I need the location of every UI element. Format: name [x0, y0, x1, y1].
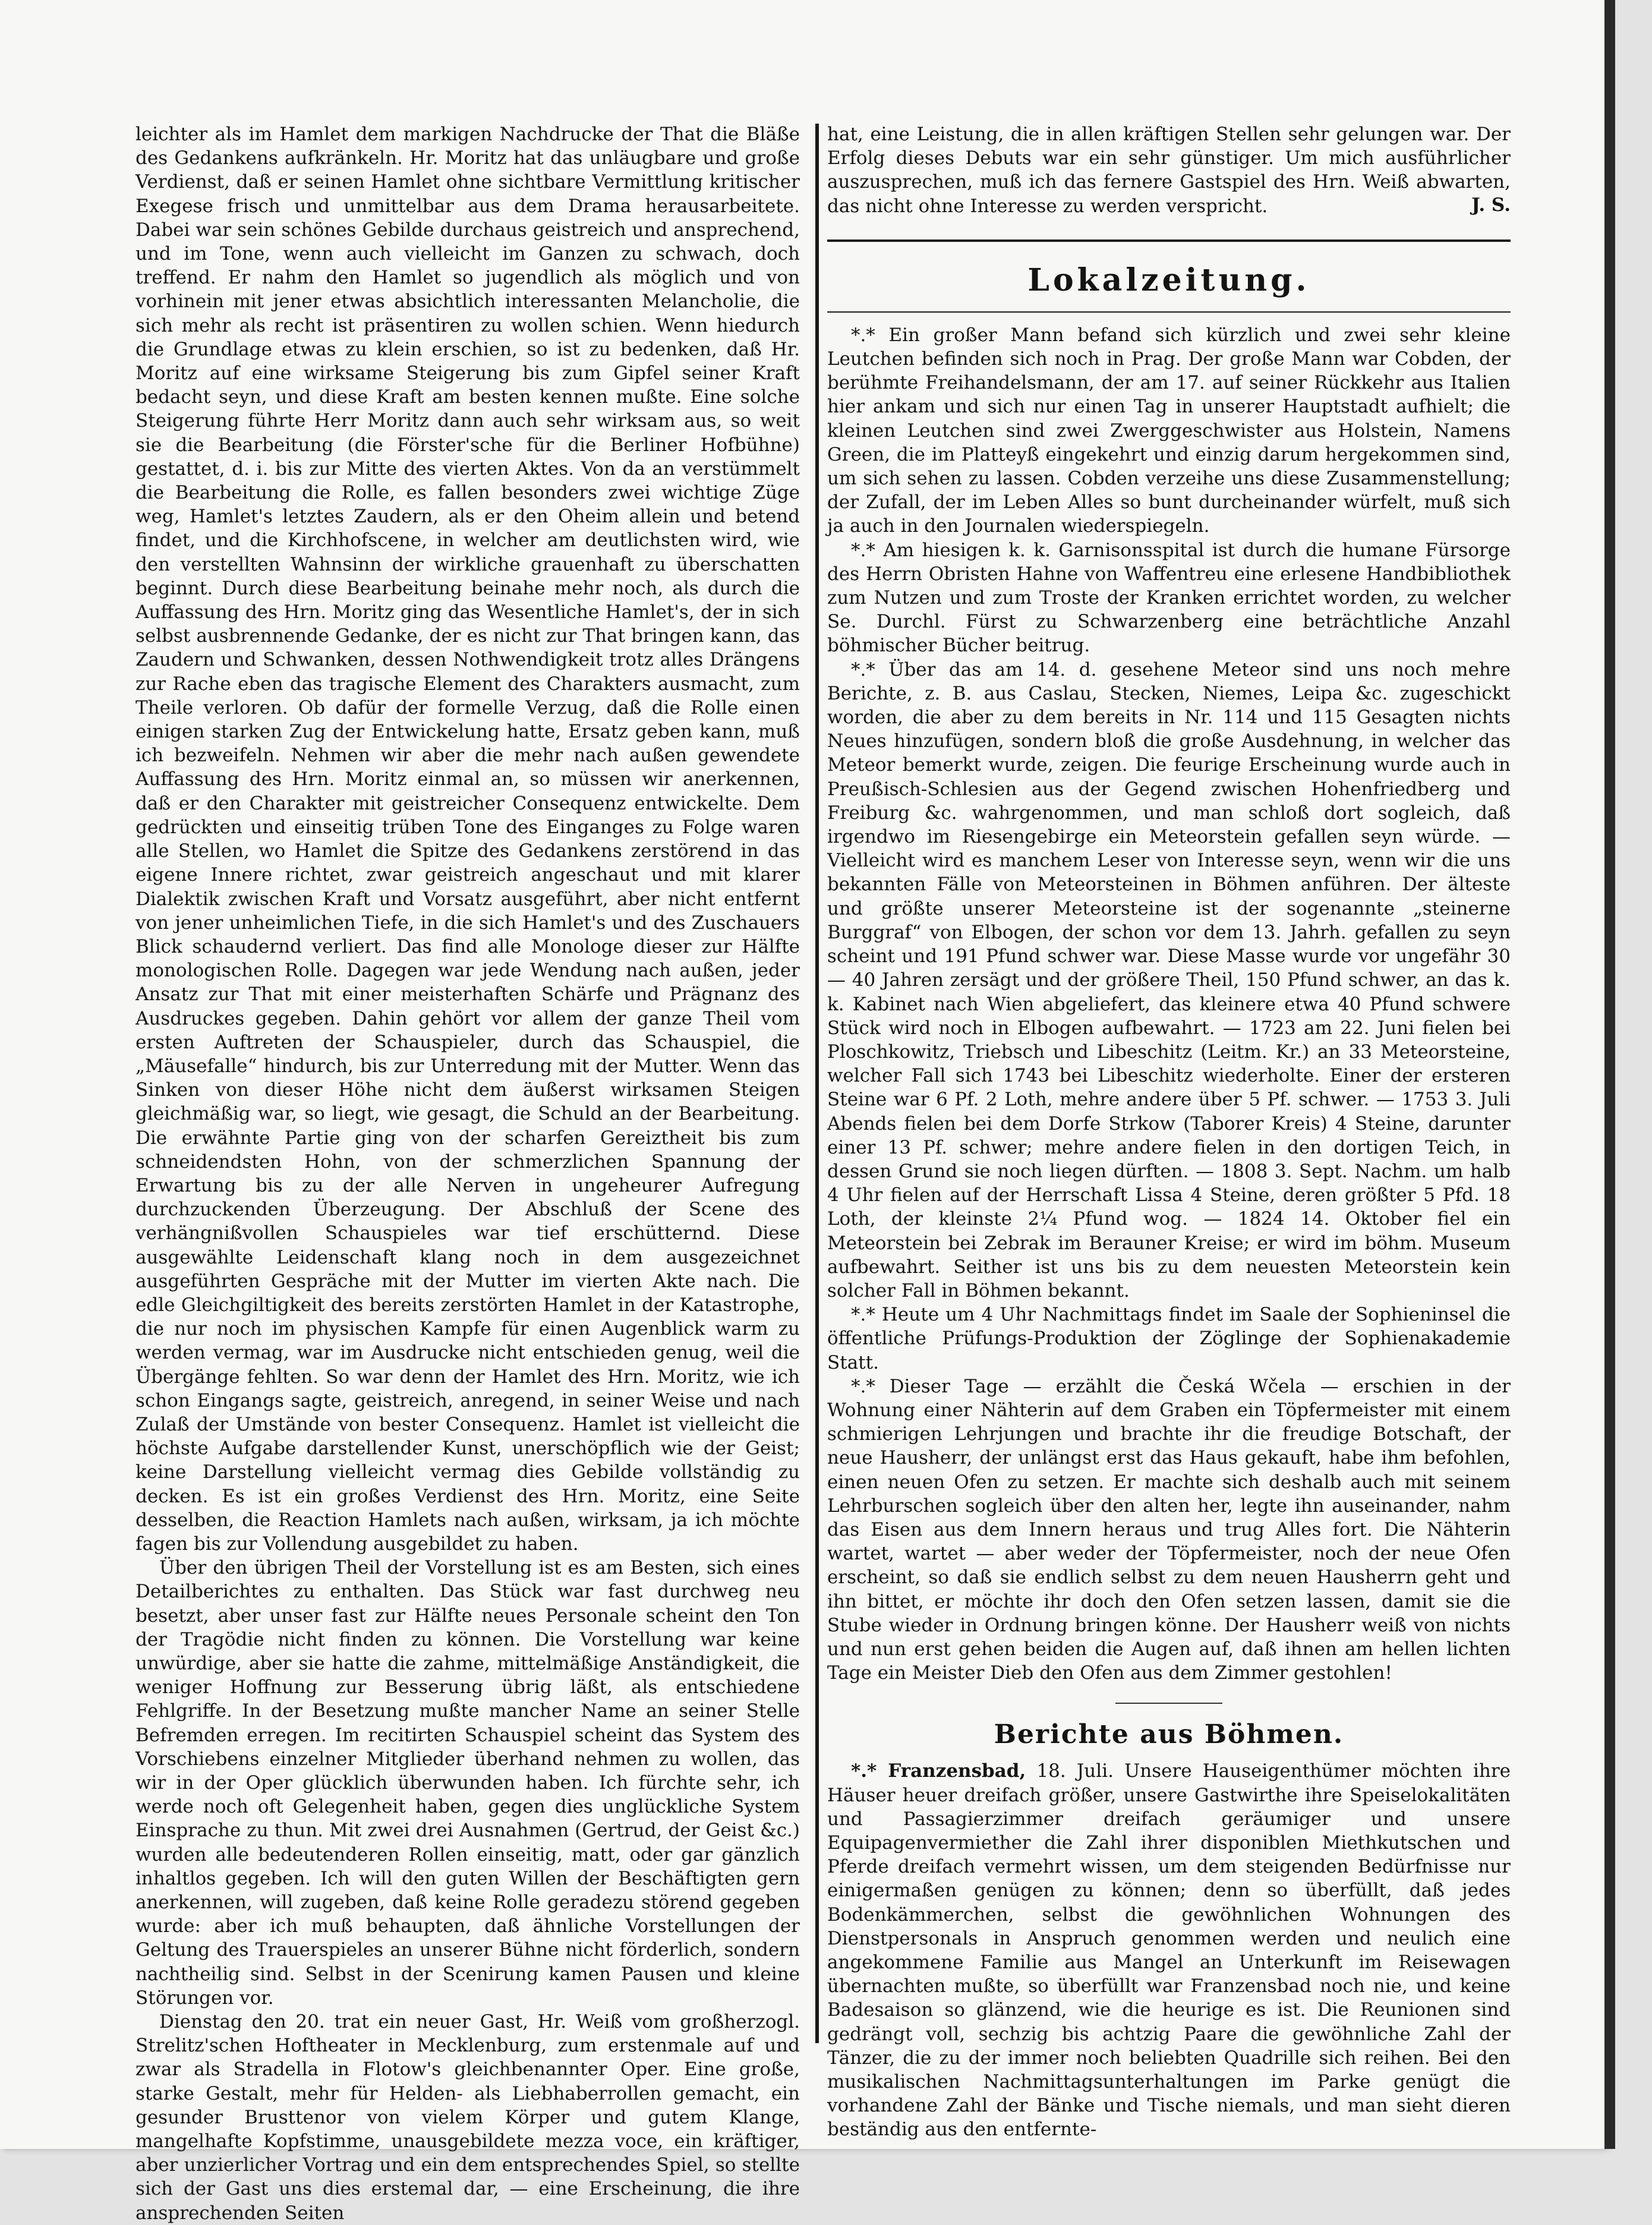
- news-item-stolen-stove: *.* Dieser Tage — erzählt die Česká Wčela — erschien in der Wohnung einer Nähterin auf dem Graben ein Töpfermeister mit einem schmierigen Lehrjungen und brachte ihr die freudige Botschaft, der neue Hausherr, der unlängst erst das Haus gekauft, habe ihm befohlen, einen neuen Ofen zu setzen. Er machte sich deshalb auch mit seinem Lehrburschen sogleich über den alten her, legte ihn auseinander, nahm das Eisen aus dem Innern heraus und trug Alles fort. Die Nähterin wartet, wartet — aber weder der Töpfermeister, noch der neue Ofen erscheint, so daß sie endlich selbst zu dem neuen Hausherrn geht und ihn bittet, er möchte ihr doch den Ofen setzen lassen, damit sie die Stube wieder in Ordnung bringen könne. Der Hausherr weiß von nichts und nun erst gehen beiden die Augen auf, daß ihnen am hellen lichten Tage ein Meister Dieb den Ofen aus dem Zimmer gestohlen!: [827, 1375, 1511, 1684]
- news-item-sophie-academy: *.* Heute um 4 Uhr Nachmittags findet im Saale der Sophieninsel die öffentliche Prüfungs-Produktion der Zöglinge der Sophienakademie Statt.: [827, 1304, 1511, 1373]
- report-text: 18. Juli. Unsere Hauseigenthümer möchten ihre Häuser heuer dreifach größer, unsere Gastwirthe ihre Speiselokalitäten und Passagierzimmer dreifach geräumiger und unsere Equipagenvermiether die Zahl ihrer disponiblen Miethkutschen und Pferde dreifach vermehrt wissen, um dem steigenden Bedürfnisse nur einigermaßen genügen zu können; denn so überfüllt, daß jedes Bodenkämmerchen, selbst die gewöhnlichen Wohnungen des Dienstpersonals in Anspruch genommen werden und neulich eine angekommene Familie aus Mangel an Unterkunft im Reisewagen übernachten mußte, so überfüllt war Franzensbad noch nie, und keine Badesaison so glänzend, wie die heurige es ist. Die Reunionen sind gedrängt voll, sechzig bis achtzig Paare die gewöhnliche Zahl der Tänzer, die zu der immer noch beliebten Quadrille sich reihen. Bei den musikalischen Nachmittagsunterhaltungen im Parke genügt die vorhandene Zahl der Bänke und Tische niemals, und man sieht dieren beständig aus den entfernte-: [827, 1760, 1511, 2141]
- article-paragraph-continuation: hat, eine Leistung, die in allen kräftigen Stellen sehr gelungen war. Der Erfolg dieses Debuts war ein sehr günstiger. Um mich ausführlicher auszusprechen, muß ich das fernere Gastspiel des Hrn. Weiß abwarten, das nicht ohne Interesse zu werden verspricht.: [827, 124, 1511, 217]
- news-item-cobden: *.* Ein großer Mann befand sich kürzlich und zwei sehr kleine Leutchen befinden sich noch in Prag. Der große Mann war Cobden, der berühmte Freihandelsmann, der am 17. auf seiner Rückkehr aus Italien hier ankam und sich nur einen Tag in unserer Hauptstadt aufhielt; die kleinen Leutchen sind zwei Zwerggeschwister aus Holstein, Namens Green, die im Platteyß eingekehrt und einzig darum hergekommen sind, um sich sehen zu lassen. Cobden verzeihe uns diese Zusammenstellung; der Zufall, der im Leben Alles so bunt durcheinander würfelt, muß sich ja auch in den Journalen wiederspiegeln.: [827, 324, 1511, 537]
- column-divider: [815, 124, 819, 2043]
- report-paragraph-franzensbad: [827, 1759, 1511, 2141]
- author-signature: J. S.: [1471, 194, 1511, 216]
- section-rule-top: [827, 239, 1511, 242]
- news-item-garrison-library: *.* Am hiesigen k. k. Garnisonsspital ist durch die humane Fürsorge des Herrn Obristen Hahne von Waffentreu eine erlesene Handbibliothek zum Nutzen und zum Troste der Kranken errichtet worden, zu welcher Se. Durchl. Fürst zu Schwarzenberg eine beträchtliche Anzahl böhmischer Bücher beitrug.: [827, 539, 1511, 657]
- section-title-lokalzeitung: Lokalzeitung.: [1027, 261, 1310, 298]
- article-paragraph-performance: Über den übrigen Theil der Vorstellung ist es am Besten, sich eines Detailberichtes zu enthalten. Das Stück war fast durchweg neu besetzt, aber unser fast zur Hälfte neues Personale scheint den Ton der Tragödie nicht finden zu können. Die Vorstellung war keine unwürdige, aber sie hatte die zahme, mittelmäßige Anständigkeit, die weniger Hoffnung zur Besserung übrig läßt, als entschiedene Fehlgriffe. In der Besetzung mußte mancher Name an seiner Stelle Befremden erregen. Im recitirten Schauspiel scheint das System des Vorschiebens einzelner Mitglieder überhand nehmen zu wollen, das wir in der Oper glücklich überwunden haben. Ich fürchte sehr, ich werde noch oft Gelegenheit haben, gegen dies unglückliche System Einsprache zu thun. Mit zwei drei Ausnahmen (Gertrud, der Geist &c.) wurden alle bedeutenderen Rollen einseitig, matt, oder gar gänzlich inhaltlos gegeben. Ich will den guten Willen der Beschäftigten gern anerkennen, will zugeben, daß keine Rolle geradezu störend gegeben wurde: aber ich muß behaupten, daß ähnliche Vorstellungen der Geltung des Trauerspieles an unserer Bühne nicht förderlich, sondern nachtheilig sind. Selbst in der Scenirung kamen Pausen und kleine Störungen vor.: [135, 1557, 800, 2009]
- news-item-meteor: *.* Über das am 14. d. gesehene Meteor sind uns noch mehre Berichte, z. B. aus Caslau, Stecken, Niemes, Leipa &c. zugeschickt worden, die aber zu dem bereits in Nr. 114 und 115 Gesagten nichts Neues hinzufügen, sondern bloß die große Ausdehnung, in welcher das Meteor bemerkt wurde, zeigen. Die feurige Erscheinung wurde auch in Preußisch-Schlesien aus der Gegend zwischen Hohenfriedberg und Freiburg &c. wahrgenommen, und man schloß dort sogleich, daß irgendwo im Riesengebirge ein Meteorstein gefallen seyn würde. — Vielleicht wird es manchem Leser von Interesse seyn, wenn wir die uns bekannten Fälle von Meteorsteinen in Böhmen anführen. Der älteste und größte unserer Meteorsteine ist der sogenannte „steinerne Burggraf“ von Elbogen, der schon vor dem 13. Jahrh. gefallen zu seyn scheint und 191 Pfund schwer war. Diese Masse wurde vor ungefähr 30 — 40 Jahren zersägt und der größere Theil, 150 Pfund schwer, an das k. k. Kabinet nach Wien abgeliefert, das kleinere etwa 40 Pfund schwere Stück wird noch in Elbogen aufbewahrt. — 1723 am 22. Juni fielen bei Ploschkowitz, Triebsch und Libeschitz (Leitm. Kr.) an 33 Meteorsteine, welcher Fall sich 1743 bei Libeschitz wiederholte. Einer der ersteren Steine war 6 Pf. 2 Loth, mehre andere über 5 Pf. schwer. — 1753 3. Juli Abends fielen bei dem Dorfe Strkow (Taborer Kreis) 4 Steine, darunter einer 13 Pf. schwer; mehre andere fielen in den dortigen Teich, in dessen Grund sie noch liegen dürften. — 1808 3. Sept. Nachm. um halb 4 Uhr fielen auf der Herrschaft Lissa 4 Steine, deren größter 5 Pfd. 18 Loth, der kleinste 2¼ Pfund wog. — 1824 14. Oktober fiel ein Meteorstein bei Zebrak im Berauner Kreise; er wird im böhm. Museum aufbewahrt. Seither ist uns bis zu dem neuesten Meteorstein kein solcher Fall in Böhmen bekannt.: [827, 658, 1511, 1301]
- right-column: [827, 122, 1511, 2142]
- report-divider: [1115, 1703, 1222, 1704]
- article-paragraph-guest-singer: Dienstag den 20. trat ein neuer Gast, Hr. Weiß vom großherzogl. Strelitz'schen Hoftheater in Mecklenburg, zum erstenmale auf und zwar als Stradella in Flotow's gleichbenannter Oper. Eine große, starke Gestalt, mehr für Helden- als Liebhaberrollen gemacht, ein gesunder Brusttenor von vielem Körper und gutem Klange, mangelhafte Kopfstimme, unausgebildete mezza voce, ein kräftiger, aber unzierlicher Vortrag und ein dem entsprechendes Spiel, so stellte sich der Gast uns dies erstemal dar, — eine Erscheinung, die ihre ansprechenden Seiten: [135, 2011, 800, 2224]
- section-title-berichte: Berichte aus Böhmen.: [994, 1719, 1344, 1750]
- page-edge-shadow: [1604, 0, 1615, 2149]
- left-column: [135, 122, 800, 2225]
- report-dateline: *.* Franzensbad,: [851, 1760, 1026, 1782]
- article-paragraph-hamlet-review: leichter als im Hamlet dem markigen Nachdrucke der That die Bläße des Gedankens aufkränkeln. Hr. Moritz hat das unläugbare und große Verdienst, daß er seinen Hamlet ohne sichtbare Vermittlung kritischer Exegese frisch und unmittelbar aus dem Drama herausarbeitete. Dabei war sein schönes Gebilde durchaus geistreich und ansprechend, und im Tone, wenn auch vielleicht im Ganzen zu schwach, doch treffend. Er nahm den Hamlet so jugendlich als möglich und von vorhinein mit jener etwas absichtlich interessanten Melancholie, die sich mehr als recht ist präsentiren zu wollen schien. Wenn hiedurch die Grundlage etwas zu klein erschien, so ist zu bedenken, daß Hr. Moritz auf eine wirksame Steigerung bis zum Gipfel seiner Kraft bedacht seyn, und diese Kraft am besten kennen mußte. Eine solche Steigerung führte Herr Moritz dann auch sehr wirksam aus, so weit sie die Bearbeitung (die Förster'sche für die Berliner Hofbühne) gestattet, d. i. bis zur Mitte des vierten Aktes. Von da an verstümmelt die Bearbeitung die Rolle, es fallen besonders zwei wichtige Züge weg, Hamlet's letztes Zaudern, als er den Oheim allein und betend findet, und die Kirchhofscene, in welcher am deutlichsten wird, wie den verstellten Wahnsinn der wirkliche grauenhaft zu überschatten beginnt. Durch diese Bearbeitung beinahe mehr noch, als durch die Auffassung des Hrn. Moritz ging das Wesentliche Hamlet's, der in sich selbst ausbrennende Gedanke, der es nicht zur That bringen kann, das Zaudern und Schwanken, dessen Nothwendigkeit trotz alles Drängens zur Rache eben das tragische Element des Charakters ausmacht, zum Theile verloren. Ob dafür der formelle Verzug, daß die Rolle einen einigen starken Zug der Entwickelung hatte, Ersatz geben kann, muß ich bezweifeln. Nehmen wir aber die mehr nach außen gewendete Auffassung des Hrn. Moritz einmal an, so müssen wir anerkennen, daß er den Charakter mit geistreicher Consequenz entwickelte. Dem gedrückten und einseitig trüben Tone des Einganges zu Folge waren alle Stellen, wo Hamlet die Spitze des Gedankens zerstörend in das eigene Innere richtet, zwar geistreich angeschaut und mit klarer Dialektik zwischen Kraft und Vorsatz ausgeführt, aber nicht entfernt von jener unheimlichen Tiefe, in die sich Hamlet's und des Zuschauers Blick schaudernd verliert. Das find alle Monologe dieser zur Hälfte monologischen Rolle. Dagegen war jede Wendung nach außen, jeder Ansatz zur That mit einer meisterhaften Schärfe und Prägnanz des Ausdruckes gegeben. Dahin gehört vor allem der ganze Theil vom ersten Auftreten der Schauspieler, durch das Schauspiel, die „Mäusefalle“ hindurch, bis zur Unterredung mit der Mutter. Wenn das Sinken von dieser Höhe nicht dem äußerst wirksamen Steigen gleichmäßig war, so liegt, wie gesagt, die Schuld an der Bearbeitung. Die erwähnte Partie ging von der scharfen Gereiztheit bis zum schneidendsten Hohn, von der schmerzlichen Spannung der Erwartung bis zu der alle Nerven in ungeheurer Aufregung durchzuckenden Überzeugung. Der Abschluß der Scene des verhängnißvollen Schauspieles war tief erschütternd. Diese ausgewählte Leidenschaft klang noch in dem ausgezeichnet ausgeführten Gespräche mit der Mutter im vierten Akte nach. Die edle Gleichgiltigkeit des bereits zerstörten Hamlet in der Katastrophe, die nur noch im physischen Kampfe für einen Augenblick warm zu werden vermag, war im Ausdrucke nicht entschieden genug, weil die Übergänge fehlten. So war denn der Hamlet des Hrn. Moritz, wie ich schon Eingangs sagte, geistreich, anregend, in seiner Weise und nach Zulaß der Umstände von bester Consequenz. Hamlet ist vielleicht die höchste Aufgabe darstellender Kunst, unerschöpflich wie der Geist; keine Darstellung vielleicht vermag dies Gebilde vollständig zu decken. Es ist ein großes Verdienst des Hrn. Moritz, eine Seite desselben, die Reaction Hamlets nach außen, wirksam, ja ich möchte fagen bis zur Vollendung ausgebildet zu haben.: [135, 124, 800, 1555]
- section-rule-bottom: [827, 311, 1511, 313]
